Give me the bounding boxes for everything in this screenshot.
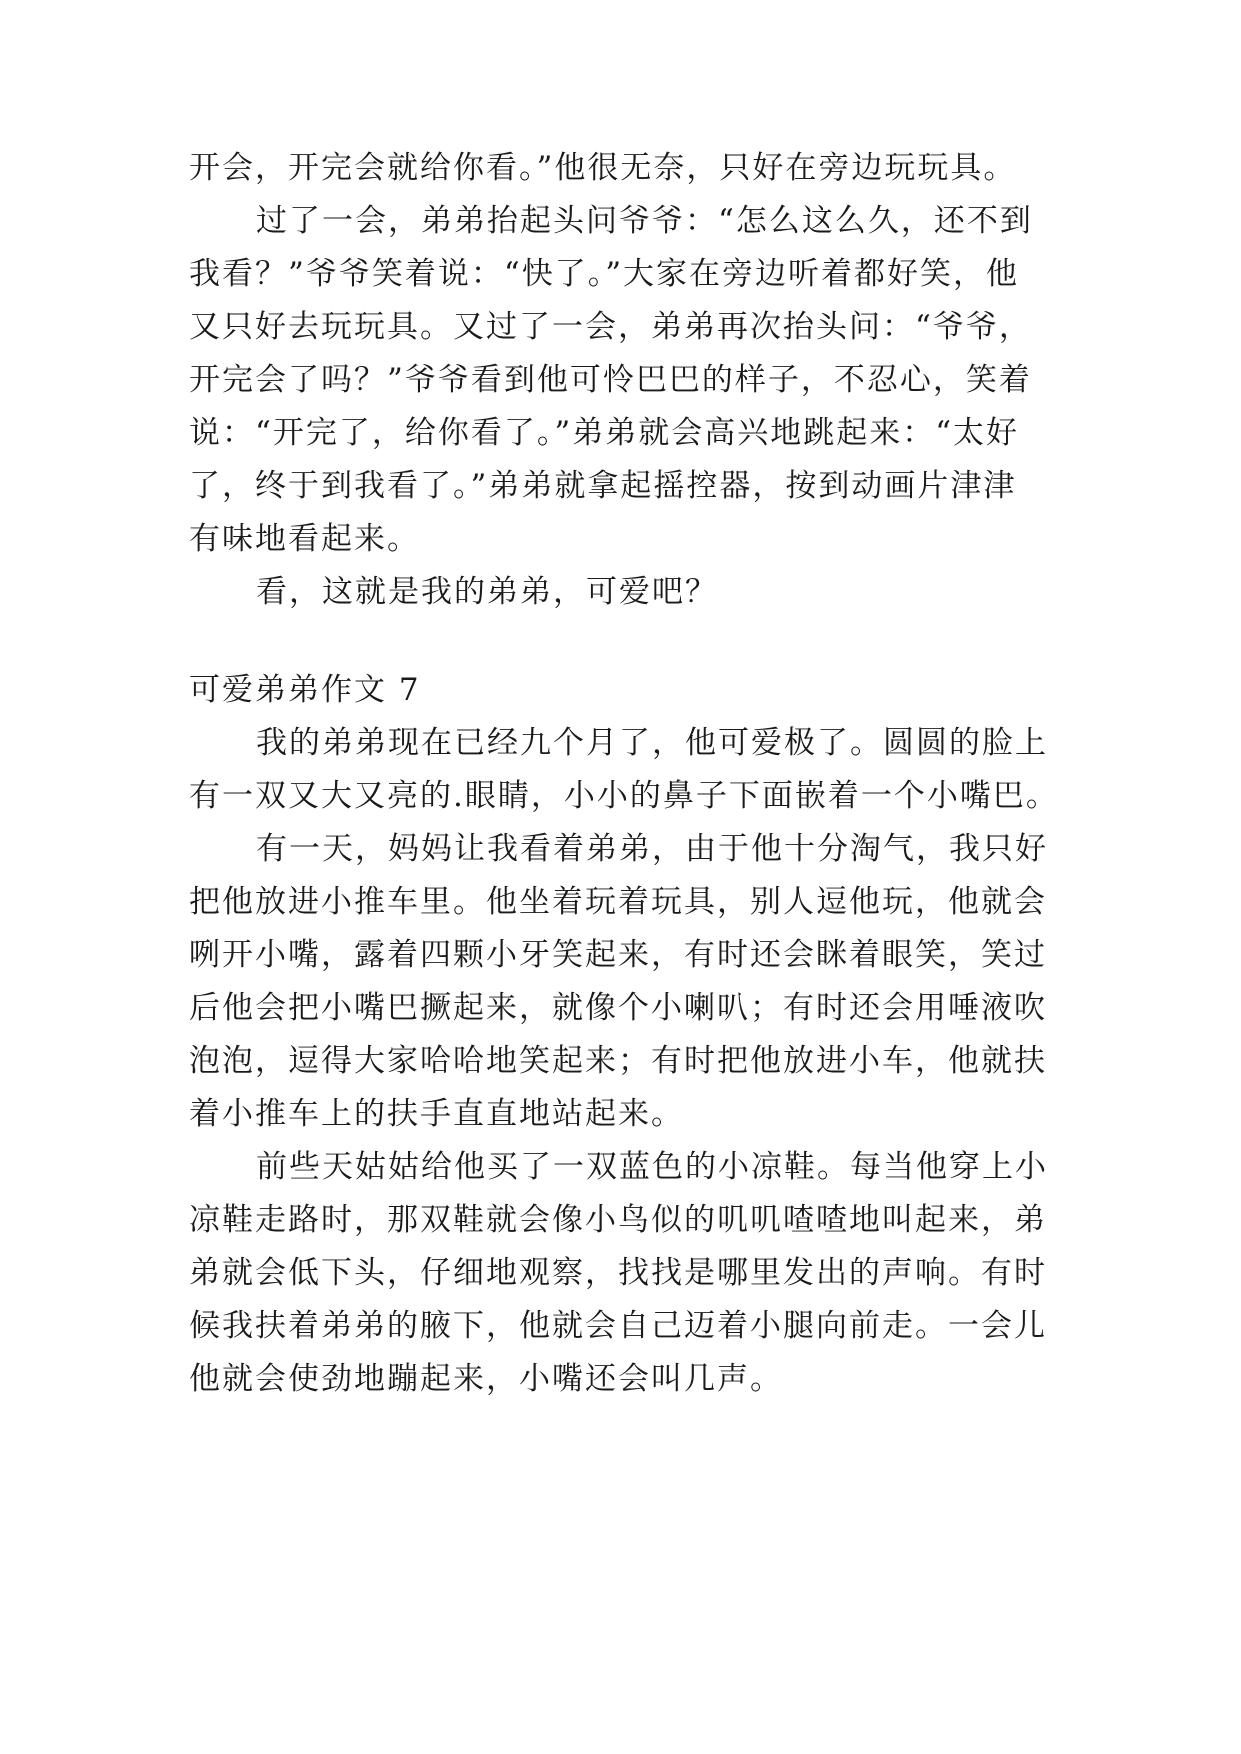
text-line: 说：“开完了，给你看了。”弟弟就会高兴地跳起来：“太好 [189,415,1020,451]
text-line: 泡泡，逗得大家哈哈地笑起来；有时把他放进小车，他就扶 [189,1043,1047,1079]
text-line: 了，终于到我看了。”弟弟就拿起摇控器，按到动画片津津 [189,468,1017,504]
text-line: 着小推车上的扶手直直地站起来。 [189,1096,684,1132]
text-line: 开完会了吗？”爷爷看到他可怜巴巴的样子，不忍心，笑着 [189,362,1032,398]
text-line: 弟就会低下头，仔细地观察，找找是哪里发出的声响。有时 [189,1255,1047,1291]
text-line: 凉鞋走路时，那双鞋就会像小鸟似的叽叽喳喳地叫起来，弟 [189,1202,1047,1238]
section-title: 可爱弟弟作文 7 [189,672,421,708]
text-line: 前些天姑姑给他买了一双蓝色的小凉鞋。每当他穿上小 [256,1149,1048,1185]
text-line: 有一双又大又亮的.眼睛，小小的鼻子下面嵌着一个小嘴巴。 [189,778,1059,814]
text-line: 看，这就是我的弟弟，可爱吧？ [256,574,718,610]
text-line: 我的弟弟现在已经九个月了，他可爱极了。圆圆的脸上 [256,725,1048,761]
text-line: 把他放进小推车里。他坐着玩着玩具，别人逗他玩，他就会 [189,884,1047,920]
text-line: 他就会使劲地蹦起来，小嘴还会叫几声。 [189,1361,783,1397]
text-line: 候我扶着弟弟的腋下，他就会自己迈着小腿向前走。一会儿 [189,1308,1047,1344]
text-line: 过了一会，弟弟抬起头问爷爷：“怎么这么久，还不到 [256,203,1033,239]
text-line: 有一天，妈妈让我看着弟弟，由于他十分淘气，我只好 [256,831,1048,867]
text-line: 后他会把小嘴巴撅起来，就像个小喇叭；有时还会用唾液吹 [189,990,1047,1026]
text-line: 有味地看起来。 [189,521,420,557]
text-line: 我看？”爷爷笑着说：“快了。”大家在旁边听着都好笑，他 [189,256,1020,292]
text-line: 咧开小嘴，露着四颗小牙笑起来，有时还会眯着眼笑，笑过 [189,937,1047,973]
text-line: 又只好去玩玩具。又过了一会，弟弟再次抬头问：“爷爷， [189,309,1032,345]
text-line: 开会，开完会就给你看。”他很无奈，只好在旁边玩玩具。 [189,150,1017,186]
